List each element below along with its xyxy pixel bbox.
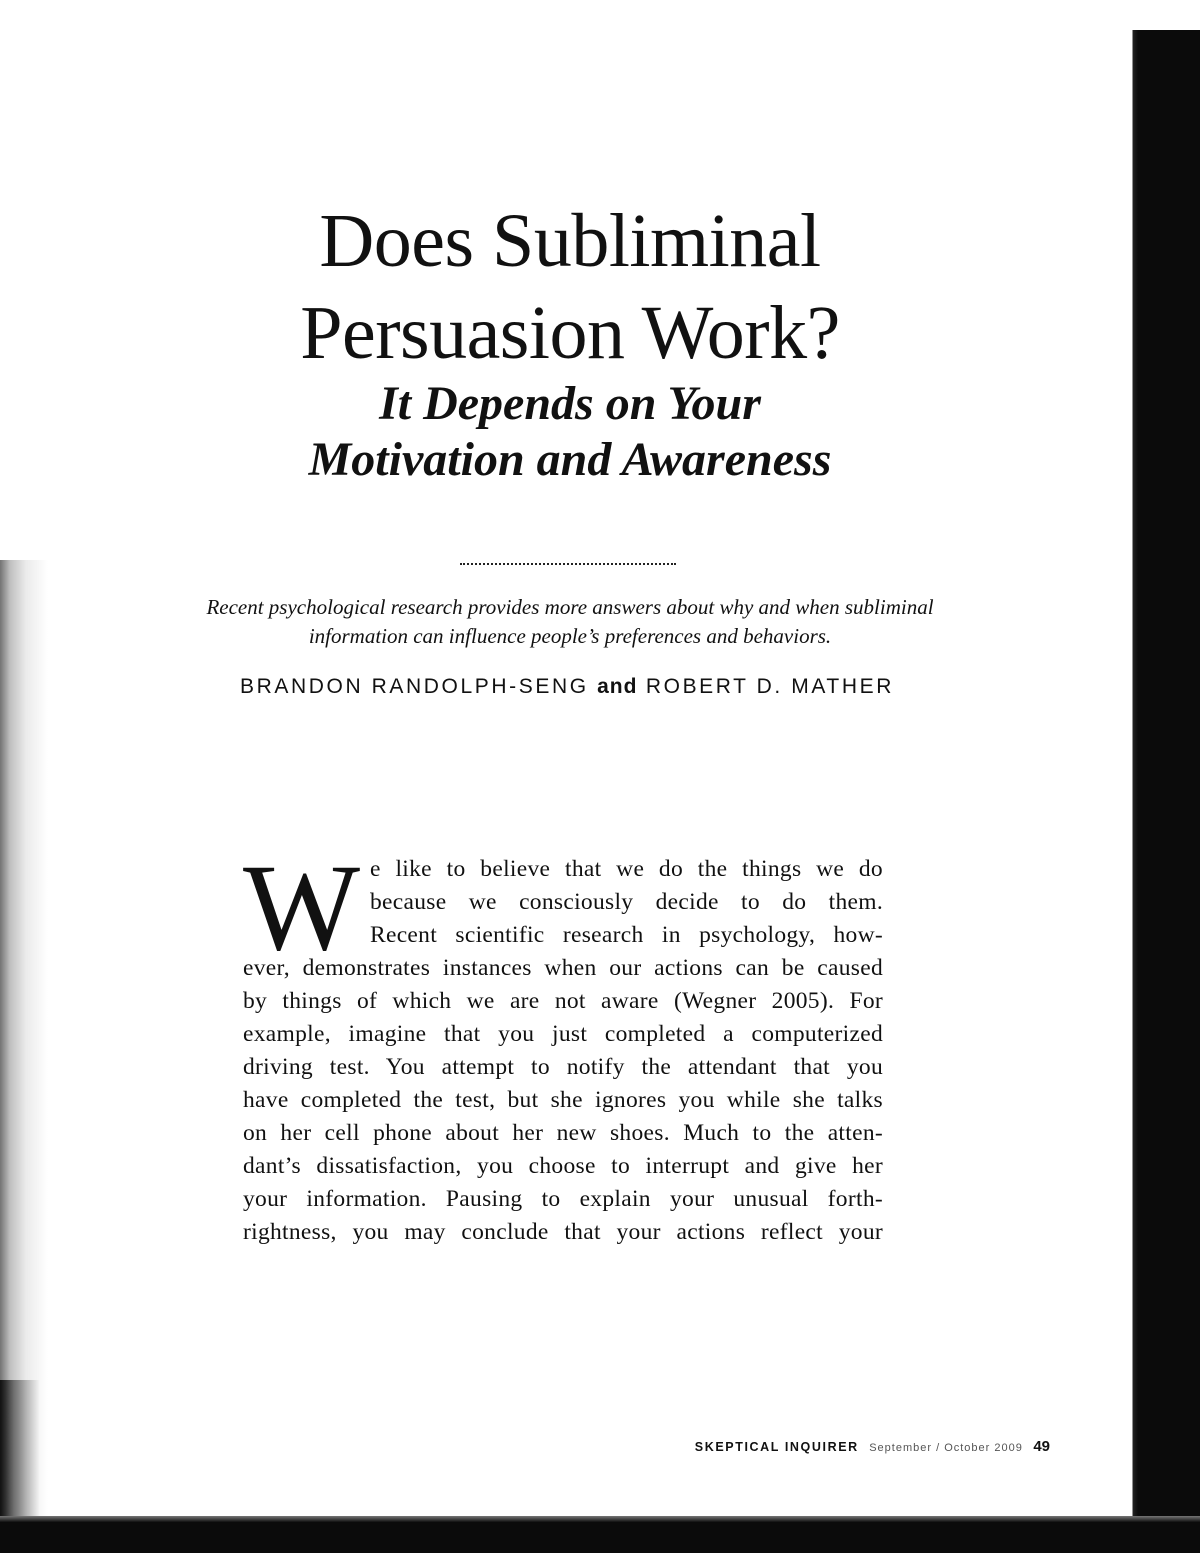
article-deck-line-1: Recent psychological research provides more answers about why and when subliminal [206,595,934,619]
scan-binding-shadow [0,560,48,1520]
byline-author-1: BRANDON RANDOLPH-SENG [240,675,589,698]
article-title-line-1: Does Subliminal [319,199,821,283]
drop-cap: W [243,839,361,976]
body-line: example, imagine that you just completed a computerized [243,1021,883,1047]
scan-edge-bottom [0,1516,1200,1553]
article-subtitle-line-2: Motivation and Awareness [308,433,832,486]
body-line: Recent scientific research in psychology, how- [370,922,883,948]
body-line: driving test. You attempt to notify the attendant that you [243,1054,883,1080]
scan-edge-right [1130,30,1200,1535]
article-subtitle-line-1: It Depends on Your [379,377,761,430]
body-line: your information. Pausing to explain your unusual forth- [243,1186,883,1212]
body-line: because we consciously decide to do them. [370,889,883,915]
article-byline [160,672,974,702]
byline-author-2: ROBERT D. MATHER [645,675,894,698]
body-line: e like to believe that we do the things we do [370,856,883,882]
body-line: dant’s dissatisfaction, you choose to interrupt and give her [243,1153,883,1179]
body-line: by things of which we are not aware (Wegner 2005). For [243,988,883,1014]
page-footer [640,1438,1050,1456]
body-line: on her cell phone about her new shoes. Much to the atten- [243,1120,883,1146]
footer-magazine-name: SKEPTICAL INQUIRER [694,1440,859,1454]
scan-binding-shadow-dark [0,1380,40,1520]
footer-issue-date: September / October 2009 [869,1442,1023,1454]
footer-page-number: 49 [1033,1438,1050,1455]
body-line: rightness, you may conclude that your actions reflect your [243,1219,883,1245]
body-line: have completed the test, but she ignores you while she talks [243,1087,883,1113]
article-deck-line-2: information can influence people’s preferences and behaviors. [308,624,832,648]
byline-conjunction: and [597,675,638,698]
article-title-line-2: Persuasion Work? [300,291,840,375]
dotted-divider [460,563,676,565]
body-line: ever, demonstrates instances when our actions can be caused [243,955,883,981]
